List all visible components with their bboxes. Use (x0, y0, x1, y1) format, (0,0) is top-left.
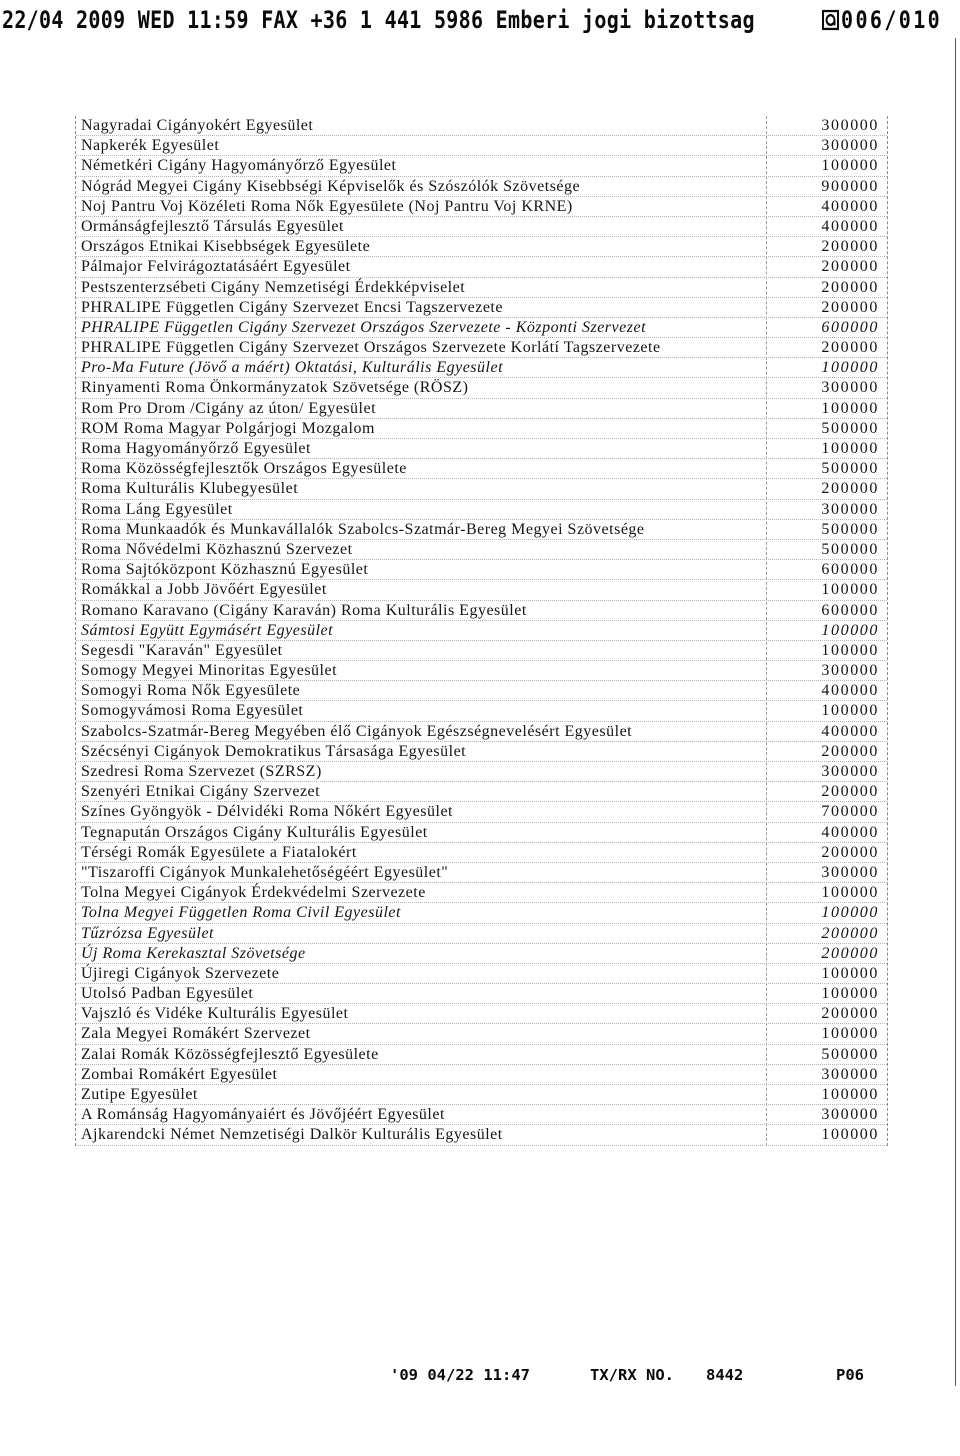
table-row (76, 964, 887, 984)
table-row (76, 621, 887, 641)
footer-txrx-number: 8442 (706, 1366, 744, 1384)
grant-amount: 100000 (821, 359, 879, 377)
table-row (76, 1125, 887, 1145)
grant-amount: 100000 (821, 440, 879, 457)
organization-name: Rinyamenti Roma Önkormányzatok Szövetsége (RÖSZ) (81, 379, 469, 397)
fax-sender: Emberi jogi bizottsag (495, 5, 755, 34)
organization-name: Tűzrózsa Egyesület (81, 924, 214, 942)
organization-name: Somogyi Roma Nők Egyesülete (81, 682, 301, 700)
grant-amount: 100000 (821, 985, 879, 1003)
organization-name: Pálmajor Felvirágoztatásáért Egyesület (81, 258, 351, 276)
fax-number: FAX +36 1 441 5986 (261, 5, 484, 34)
grant-amount: 200000 (821, 742, 879, 760)
grant-amount: 300000 (821, 863, 879, 881)
grant-amount: 200000 (821, 924, 879, 942)
organization-name: Utolsó Padban Egyesület (81, 985, 254, 1003)
table-row (76, 197, 887, 217)
organization-name: Zutipe Egyesület (81, 1086, 198, 1103)
organization-name: Sámtosi Együtt Egymásért Egyesület (81, 621, 334, 639)
grant-amount: 100000 (821, 1086, 879, 1103)
grant-amount: 100000 (821, 1025, 879, 1043)
organization-name: Szabolcs-Szatmár-Bereg Megyében élő Cigányok Egészségnevelésért Egyesület (81, 722, 633, 740)
grant-amount: 200000 (821, 339, 879, 357)
table-row (76, 742, 887, 762)
organization-name: Roma Közösségfejlesztők Országos Egyesülete (81, 460, 407, 478)
organization-name: Segesdi "Karaván" Egyesület (81, 641, 283, 659)
grant-amount: 200000 (821, 238, 879, 256)
organization-name: Országos Etnikai Kisebbségek Egyesülete (81, 238, 371, 256)
grant-table (75, 116, 888, 1146)
organization-name: Roma Nővédelmi Közhasznú Szervezet (81, 540, 353, 558)
grant-amount: 100000 (821, 641, 879, 659)
grant-amount: 400000 (821, 722, 879, 740)
organization-name: Nógrád Megyei Cigány Kisebbségi Képviselők és Szószólók Szövetsége (81, 177, 581, 195)
table-row (76, 762, 887, 782)
grant-amount: 100000 (821, 581, 879, 599)
fax-day-time: WED 11:59 (137, 5, 249, 34)
table-row (76, 500, 887, 520)
table-row (76, 298, 887, 318)
organization-name: Németkéri Cigány Hagyományőrző Egyesület (81, 157, 397, 175)
table-row (76, 1085, 887, 1105)
grant-amount: 100000 (821, 157, 879, 175)
page-counter (822, 5, 942, 34)
table-row (76, 601, 887, 621)
grant-amount: 500000 (821, 540, 879, 558)
organization-name: Roma Hagyományőrző Egyesület (81, 440, 311, 457)
organization-name: Roma Kulturális Klubegyesület (81, 480, 299, 498)
organization-name: Romákkal a Jobb Jövőért Egyesület (81, 581, 327, 599)
table-row (76, 399, 887, 419)
grant-amount: 300000 (821, 117, 879, 134)
grant-amount: 900000 (821, 177, 879, 195)
grant-amount: 300000 (821, 1065, 879, 1083)
organization-name: A Románság Hagyományaiért és Jövőjéért Egyesület (81, 1106, 445, 1124)
organization-name: Roma Láng Egyesület (81, 500, 233, 518)
grant-amount: 400000 (821, 823, 879, 841)
organization-name: Vajszló és Vidéke Kulturális Egyesület (81, 1005, 349, 1023)
table-row (76, 217, 887, 237)
organization-name: Térségi Romák Egyesülete a Fiatalokért (81, 843, 357, 861)
table-row (76, 984, 887, 1004)
table-row (76, 701, 887, 721)
organization-name: Ajkarendcki Német Nemzetiségi Dalkör Kulturális Egyesület (81, 1126, 503, 1144)
fax-footer (0, 1366, 960, 1386)
table-row (76, 802, 887, 822)
table-row (76, 843, 887, 863)
fax-date: 22/04 2009 (2, 5, 126, 34)
grant-amount: 500000 (821, 460, 879, 478)
organization-name: Zombai Romákért Egyesület (81, 1065, 278, 1083)
organization-name: "Tiszaroffi Cigányok Munkalehetőségéért Egyesület" (81, 863, 449, 881)
table-row (76, 378, 887, 398)
organization-name: Színes Gyöngyök - Délvidéki Roma Nőkért Egyesület (81, 803, 453, 821)
organization-name: Tolna Megyei Független Roma Civil Egyesület (81, 904, 401, 922)
table-row (76, 641, 887, 661)
organization-name: Romano Karavano (Cigány Karaván) Roma Kulturális Egyesület (81, 601, 527, 619)
organization-name: Újiregi Cigányok Szervezete (81, 964, 280, 982)
organization-name: Zalai Romák Közösségfejlesztő Egyesülete (81, 1045, 379, 1063)
organization-name: Somogyvámosi Roma Egyesület (81, 702, 304, 720)
table-row (76, 1065, 887, 1085)
grant-amount: 400000 (821, 197, 879, 215)
organization-name: Ormánságfejlesztő Társulás Egyesület (81, 217, 344, 235)
organization-name: PHRALIPE Független Cigány Szervezet Országos Szervezete - Központi Szervezet (81, 318, 647, 336)
grant-amount: 600000 (821, 601, 879, 619)
grant-amount: 500000 (821, 419, 879, 437)
organization-name: PHRALIPE Független Cigány Szervezet Országos Szervezete Korlátí Tagszervezete (81, 339, 661, 357)
table-row (76, 722, 887, 742)
grant-amount: 200000 (821, 278, 879, 296)
grant-amount: 200000 (821, 944, 879, 962)
table-row (76, 560, 887, 580)
grant-amount: 200000 (821, 258, 879, 276)
grant-amount: 300000 (821, 379, 879, 397)
organization-name: Pestszenterzsébeti Cigány Nemzetiségi Érdekképviselet (81, 278, 466, 296)
table-row (76, 136, 887, 156)
table-row (76, 177, 887, 197)
grant-amount: 200000 (821, 783, 879, 801)
organization-name: PHRALIPE Független Cigány Szervezet Encsi Tagszervezete (81, 298, 503, 316)
table-row (76, 439, 887, 459)
grant-amount: 200000 (821, 1005, 879, 1023)
organization-name: Noj Pantru Voj Közéleti Roma Nők Egyesülete (Noj Pantru Voj KRNE) (81, 197, 573, 215)
grant-amount: 100000 (821, 399, 879, 417)
table-row (76, 944, 887, 964)
scan-edge-line (955, 38, 956, 1386)
table-row (76, 540, 887, 560)
table-row (76, 1045, 887, 1065)
table-row (76, 419, 887, 439)
table-row (76, 1004, 887, 1024)
grant-amount: 300000 (821, 137, 879, 155)
grant-amount: 200000 (821, 480, 879, 498)
table-row (76, 278, 887, 298)
organization-name: Szécsényi Cigányok Demokratikus Társasága Egyesület (81, 742, 467, 760)
table-row (76, 580, 887, 600)
table-row (76, 823, 887, 843)
grant-amount: 300000 (821, 662, 879, 680)
table-row (76, 661, 887, 681)
organization-name: Tegnapután Országos Cigány Kulturális Egyesület (81, 823, 428, 841)
table-row (76, 116, 887, 136)
footer-txrx-label: TX/RX NO. (590, 1366, 674, 1384)
table-row (76, 358, 887, 378)
table-row (76, 459, 887, 479)
fax-page-icon (822, 9, 839, 29)
grant-amount: 100000 (821, 621, 879, 639)
organization-name: Napkerék Egyesület (81, 137, 220, 155)
grant-amount: 100000 (821, 884, 879, 902)
grant-amount: 500000 (821, 1045, 879, 1063)
table-row (76, 782, 887, 802)
table-row (76, 237, 887, 257)
grant-amount: 200000 (821, 298, 879, 316)
organization-name: Zala Megyei Romákért Szervezet (81, 1025, 311, 1043)
footer-date-time: '09 04/22 11:47 (390, 1366, 530, 1384)
organization-name: Rom Pro Drom /Cigány az úton/ Egyesület (81, 399, 377, 417)
table-row (76, 681, 887, 701)
grant-amount: 100000 (821, 904, 879, 922)
grant-amount: 100000 (821, 1126, 879, 1144)
table-row (76, 318, 887, 338)
fax-header (2, 5, 755, 34)
grant-amount: 300000 (821, 763, 879, 780)
organization-name: Nagyradai Cigányokért Egyesület (81, 117, 314, 134)
grant-amount: 600000 (821, 318, 879, 336)
footer-page: P06 (836, 1366, 864, 1384)
organization-name: Roma Munkaadók és Munkavállalók Szabolcs-Szatmár-Bereg Megyei Szövetsége (81, 520, 645, 538)
grant-amount: 300000 (821, 1106, 879, 1124)
grant-amount: 300000 (821, 500, 879, 518)
organization-name: Új Roma Kerekasztal Szövetsége (81, 944, 306, 962)
grant-amount: 100000 (821, 702, 879, 720)
grant-amount: 200000 (821, 843, 879, 861)
table-row (76, 338, 887, 358)
grant-amount: 700000 (821, 803, 879, 821)
grant-amount: 400000 (821, 217, 879, 235)
page-counter-text: 006/010 (841, 5, 943, 34)
grant-amount: 100000 (821, 964, 879, 982)
grant-amount: 400000 (821, 682, 879, 700)
table-row (76, 156, 887, 176)
organization-name: Roma Sajtóközpont Közhasznú Egyesület (81, 561, 369, 579)
table-row (76, 1105, 887, 1125)
organization-name: Szenyéri Etnikai Cigány Szervezet (81, 783, 321, 801)
organization-name: Pro-Ma Future (Jövő a máért) Oktatási, Kulturális Egyesület (81, 359, 504, 377)
table-row (76, 479, 887, 499)
table-row (76, 903, 887, 923)
organization-name: Somogy Megyei Minoritas Egyesület (81, 662, 338, 680)
table-row (76, 520, 887, 540)
table-row (76, 1024, 887, 1044)
table-row (76, 883, 887, 903)
table-row (76, 863, 887, 883)
organization-name: Szedresi Roma Szervezet (SZRSZ) (81, 763, 322, 780)
grant-amount: 600000 (821, 561, 879, 579)
table-row (76, 924, 887, 944)
organization-name: ROM Roma Magyar Polgárjogi Mozgalom (81, 419, 375, 437)
table-row (76, 257, 887, 277)
grant-amount: 500000 (821, 520, 879, 538)
organization-name: Tolna Megyei Cigányok Érdekvédelmi Szervezete (81, 884, 426, 902)
